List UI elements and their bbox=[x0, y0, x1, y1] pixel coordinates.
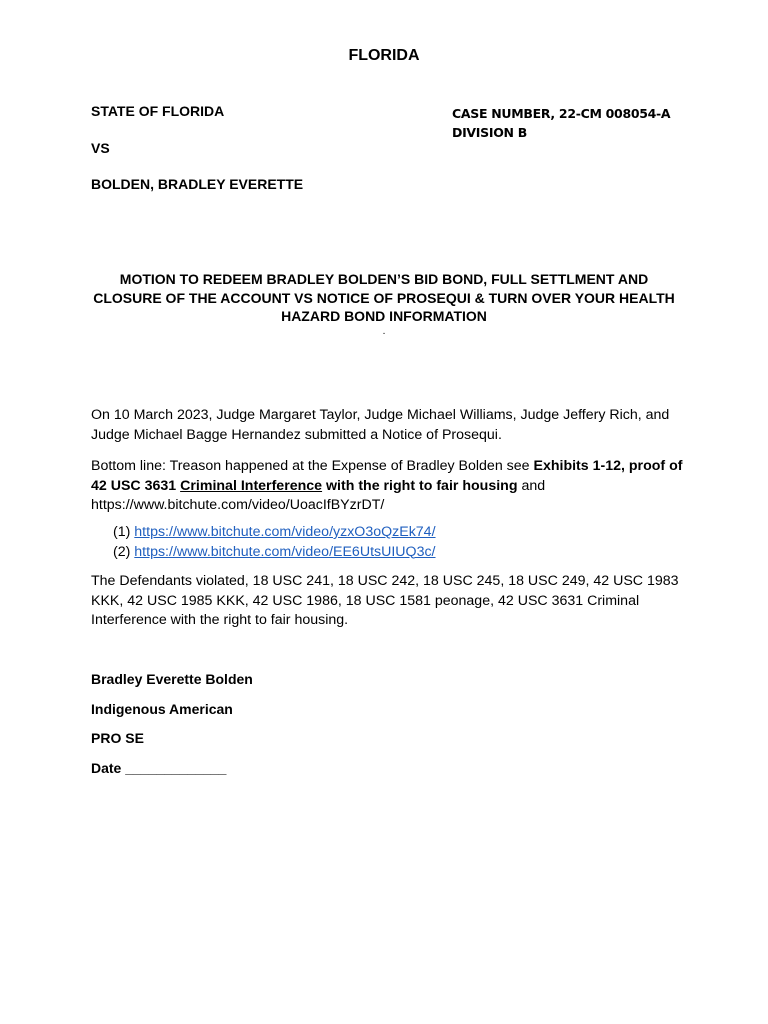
list-item bbox=[113, 523, 436, 543]
motion-title: MOTION TO REDEEM BRADLEY BOLDEN’S BID BOND, FULL SETTLMENT AND CLOSURE OF THE ACCOUNT VS NOTICE OF PROSEQUI & TURN OVER YOUR HEALTH HAZARD BOND INFORMATION bbox=[93, 271, 675, 324]
list-number: (1) bbox=[113, 524, 131, 540]
date-line: Date _____________ bbox=[91, 760, 227, 776]
motion-title-dot: . bbox=[382, 326, 386, 337]
list-item bbox=[113, 543, 436, 563]
list-number: (2) bbox=[113, 543, 131, 560]
case-info bbox=[452, 104, 670, 142]
notice-paragraph: On 10 March 2023, Judge Margaret Taylor, Judge Michael Williams, Judge Jeffery Rich, and Judge Michael Bagge Hernandez submitted a Notice of Prosequi. bbox=[91, 407, 670, 443]
case-number: CASE NUMBER, 22-CM 008054-A bbox=[452, 106, 671, 121]
video-link[interactable]: https://www.bitchute.com/video/EE6UtsUIUQ3c/ bbox=[134, 543, 436, 560]
criminal-interference-emphasis: Criminal Interference bbox=[180, 477, 323, 494]
plaintiff-name: STATE OF FLORIDA bbox=[91, 103, 225, 119]
signature-status: PRO SE bbox=[91, 730, 144, 746]
video-link[interactable]: https://www.bitchute.com/video/yzxO3oQzEk74/ bbox=[134, 524, 436, 540]
bottom-line-paragraph bbox=[91, 457, 691, 516]
defendant-name: BOLDEN, BRADLEY EVERETTE bbox=[91, 176, 304, 192]
violations-paragraph: The Defendants violated, 18 USC 241, 18 USC 242, 18 USC 245, 18 USC 249, 42 USC 1983 KKK, 42 USC 1985 KKK, 42 USC 1986, 18 USC 1581 peonage, 42 USC 3631 Criminal Interference with the right to fair housing. bbox=[91, 573, 679, 628]
bottom-line-text: Bottom line: Treason happened at the Expense of Bradley Bolden see bbox=[91, 458, 534, 474]
fair-housing-emphasis: with the right to fair housing bbox=[322, 477, 518, 494]
signature-name: Bradley Everette Bolden bbox=[91, 671, 253, 687]
versus-label: VS bbox=[91, 140, 110, 156]
state-title: FLORIDA bbox=[348, 47, 420, 64]
division: DIVISION B bbox=[452, 125, 527, 140]
signature-heritage: Indigenous American bbox=[91, 701, 233, 717]
video-links-list bbox=[113, 523, 436, 562]
exhibits-reference: Exhibits 1-12, proof of 42 USC 3631 bbox=[91, 458, 683, 494]
bitchute-reference: and https://www.bitchute.com/video/UoacIfBYzrDT/ bbox=[91, 477, 546, 513]
